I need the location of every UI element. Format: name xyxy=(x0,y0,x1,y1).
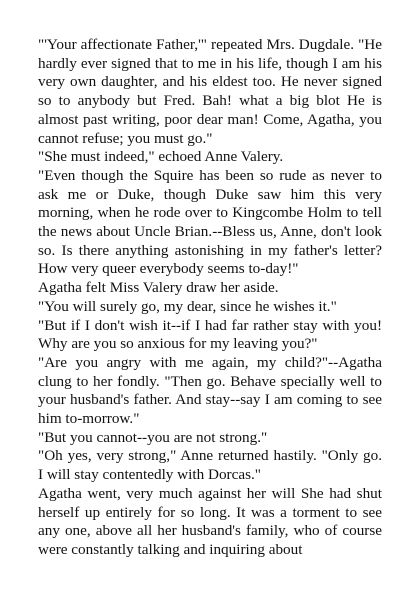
paragraph-2: "She must indeed," echoed Anne Valery. xyxy=(38,148,284,166)
paragraph-5: "You will surely go, my dear, since he wishes it." xyxy=(38,297,337,315)
paragraph-9: "Oh yes, very strong," Anne returned hastily. "Only go. I will stay contentedly with Dorcas." xyxy=(38,447,382,484)
paragraph-4: Agatha felt Miss Valery draw her aside. xyxy=(38,279,279,297)
paragraph-10: Agatha went, very much against her will She had shut herself up entirely for so long. It was a torment to see any one, above all her husband's family, who of course were constantly talking and inquiring about xyxy=(38,484,382,558)
paragraph-3: "Even though the Squire has been so rude as never to ask me or Duke, though Duke saw him this very morning, when he rode over to Kingcombe Holm to tell the news about Uncle Brian.--Bless us, Anne, don't look so. Is there anything astonishing in my father's letter? How very queer everybody seems to-day!" xyxy=(38,166,382,278)
page-text xyxy=(38,36,382,560)
paragraph-6: "But if I don't wish it--if I had far rather stay with you! Why are you so anxious for my leaving you?" xyxy=(38,316,382,353)
paragraph-8: "But you cannot--you are not strong." xyxy=(38,428,268,446)
paragraph-1: "'Your affectionate Father,'" repeated Mrs. Dugdale. "He hardly ever signed that to me in his life, though I am his very own daughter, and his eldest too. He never signed so to anybody but Fred. Bah! what a big blot He is almost past writing, poor dear man! Come, Agatha, you cannot refuse; you must go." xyxy=(38,36,382,147)
paragraph-7: "Are you angry with me again, my child?"--Agatha clung to her fondly. "Then go. Behave specially well to your husband's father. And stay--say I am coming to see him to-morrow." xyxy=(38,353,382,428)
